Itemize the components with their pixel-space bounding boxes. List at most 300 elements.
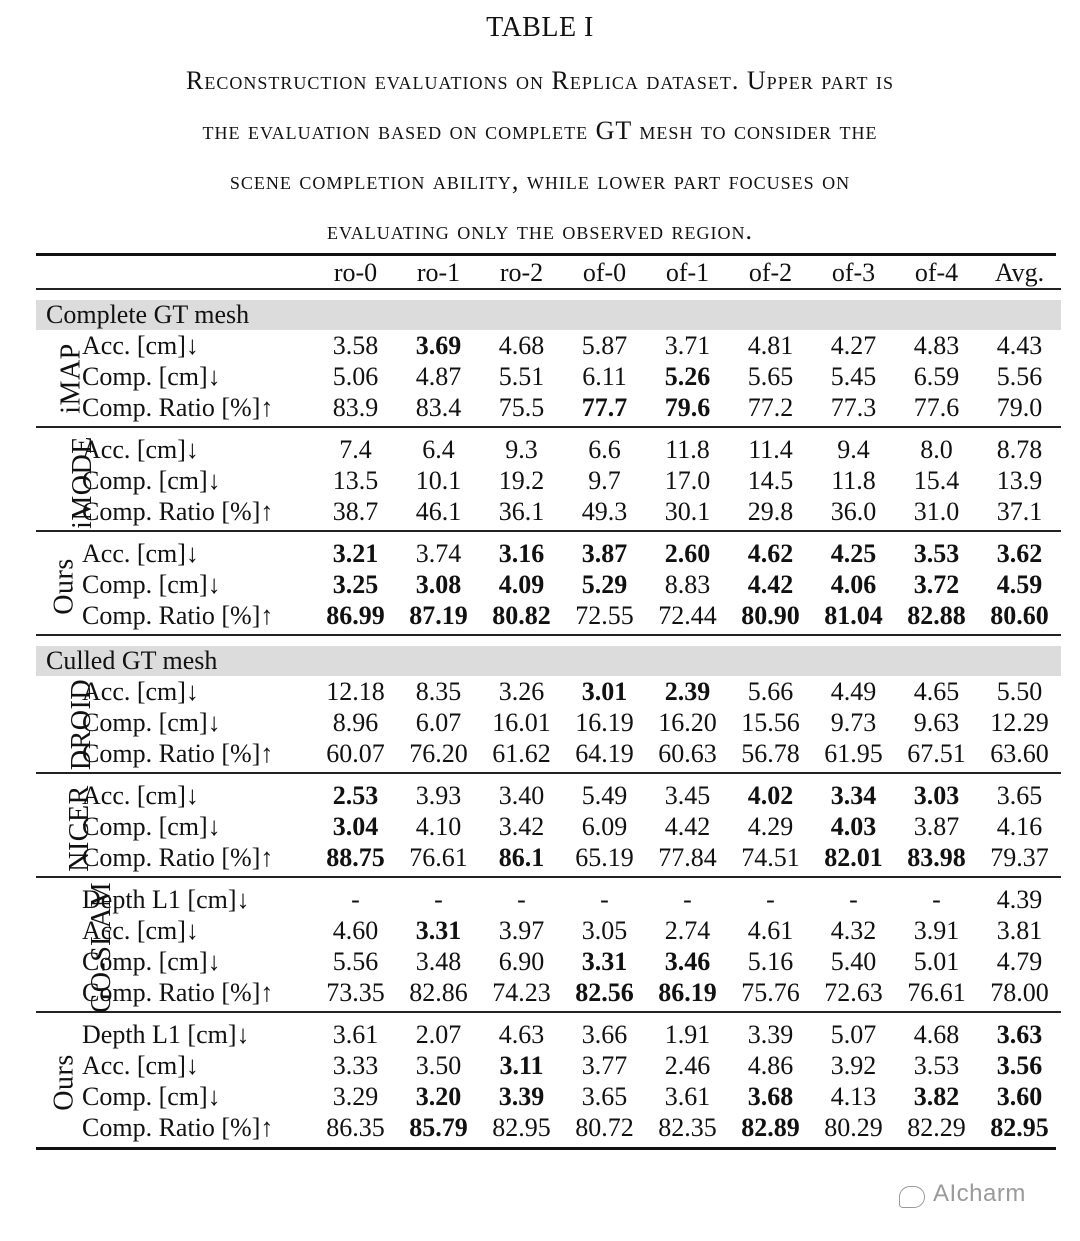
value-cell [646,738,729,773]
value: 4.16 [996,812,1043,841]
value: 80.72 [575,1113,634,1142]
value-cell [563,569,646,600]
value: 3.26 [498,677,545,706]
value-cell [480,1112,563,1146]
value: 3.29 [332,1082,379,1111]
value: 5.87 [581,331,628,360]
spacer-cell [36,290,1061,300]
value-cell [978,392,1061,427]
value-cell [978,977,1061,1012]
value: 76.20 [409,739,468,768]
value: 15.56 [741,708,800,737]
value-cell [978,780,1061,811]
value: 19.2 [498,466,545,495]
value: 13.5 [332,466,379,495]
value: 72.63 [824,978,883,1007]
value: 12.29 [990,708,1049,737]
value: 82.95 [492,1113,551,1142]
best-value: 80.60 [990,601,1049,630]
value: 77.2 [747,393,794,422]
best-value: 5.29 [581,570,628,599]
value: 3.74 [415,539,462,568]
value: 10.1 [415,466,462,495]
best-value: 4.03 [830,812,877,841]
best-value: 87.19 [409,601,468,630]
value-cell [895,465,978,496]
value-cell [646,538,729,569]
value-cell [646,569,729,600]
value: 3.97 [498,916,545,945]
value-cell [812,1081,895,1112]
value: - [600,885,609,914]
value-cell [314,842,397,877]
value: 4.29 [747,812,794,841]
value-cell [397,465,480,496]
value-cell [978,1019,1061,1050]
value: - [766,885,775,914]
value-cell [729,330,812,361]
value-cell [978,465,1061,496]
method-label: iMODE [66,435,98,529]
best-value: 3.53 [913,539,960,568]
value: 3.53 [913,1051,960,1080]
value-cell [397,330,480,361]
value-cell [812,465,895,496]
value: 4.79 [996,947,1043,976]
value-cell [895,707,978,738]
value-cell [812,707,895,738]
value-cell [729,1019,812,1050]
value-cell [978,361,1061,392]
value-cell [397,434,480,465]
value-cell [480,600,563,635]
value-cell [895,496,978,531]
value-cell [563,538,646,569]
value: 3.61 [664,1082,711,1111]
value-cell [480,361,563,392]
metric-label: Comp. [cm]↓ [82,362,221,391]
value-cell [314,392,397,427]
value-cell [563,1081,646,1112]
value-cell [895,1019,978,1050]
table-row [36,780,1061,811]
value: 6.07 [415,708,462,737]
best-value: 82.95 [990,1113,1049,1142]
section-header [36,646,1061,676]
value-cell [646,946,729,977]
value: 4.10 [415,812,462,841]
spacer-cell [36,636,1061,646]
value: 4.61 [747,916,794,945]
metric-label: Acc. [cm]↓ [82,539,199,568]
value: 75.5 [498,393,545,422]
value: - [351,885,360,914]
value-cell [812,538,895,569]
value: 3.05 [581,916,628,945]
value-cell [646,1019,729,1050]
value: 16.19 [575,708,634,737]
value-cell [729,600,812,635]
value: 86.35 [326,1113,385,1142]
value: 61.62 [492,739,551,768]
best-value: 3.69 [415,331,462,360]
value-cell [314,811,397,842]
column-header-of3: of-3 [831,258,876,287]
value-cell [978,676,1061,707]
value-cell [397,600,480,635]
value-cell [895,392,978,427]
caption-line-4: evaluating only the observed region. [327,216,753,245]
value-cell [397,842,480,877]
value-cell [397,676,480,707]
table-row [36,465,1061,496]
value: 4.39 [996,885,1043,914]
value: 64.19 [575,739,634,768]
value-cell [563,676,646,707]
value-cell [895,676,978,707]
section-title: Culled GT mesh [36,646,1061,676]
best-value: 83.98 [907,843,966,872]
value: 77.6 [913,393,960,422]
table-row [36,811,1061,842]
value: 63.60 [990,739,1049,768]
value-cell [480,465,563,496]
value: 15.4 [913,466,960,495]
value: 4.32 [830,916,877,945]
value: 4.65 [913,677,960,706]
value-cell [729,915,812,946]
value: 82.35 [658,1113,717,1142]
best-value: 5.26 [664,362,711,391]
value: 60.63 [658,739,717,768]
value-cell [978,842,1061,877]
value: 3.77 [581,1051,628,1080]
value-cell [563,600,646,635]
value-cell [314,1050,397,1081]
value-cell [812,884,895,915]
best-value: 3.82 [913,1082,960,1111]
value: 5.65 [747,362,794,391]
value: - [849,885,858,914]
value: 6.90 [498,947,545,976]
value: 5.49 [581,781,628,810]
column-header-of4: of-4 [914,258,959,287]
best-value: 3.72 [913,570,960,599]
value: 9.73 [830,708,877,737]
value: 79.37 [990,843,1049,872]
value-cell [895,1112,978,1146]
value-cell [480,496,563,531]
table-row [36,1019,1061,1050]
table-row [36,434,1061,465]
value: 7.4 [339,435,372,464]
value: 3.58 [332,331,379,360]
value-cell [563,842,646,877]
value-cell [314,884,397,915]
value-cell [480,1081,563,1112]
value: 9.4 [837,435,870,464]
value: 77.84 [658,843,717,872]
value: 76.61 [907,978,966,1007]
value-cell [480,811,563,842]
value-cell [480,915,563,946]
value-cell [563,330,646,361]
value: 8.0 [920,435,953,464]
metric-label: Depth L1 [cm]↓ [82,885,250,914]
value-cell [729,1112,812,1146]
table-row [36,1081,1061,1112]
value-cell [978,946,1061,977]
value: 16.20 [658,708,717,737]
value-cell [978,434,1061,465]
value-cell [895,538,978,569]
column-header-ro0: ro-0 [333,258,378,287]
best-value: 2.60 [664,539,711,568]
value-cell [729,884,812,915]
column-header-ro2: ro-2 [499,258,544,287]
value-cell [480,1019,563,1050]
value: 14.5 [747,466,794,495]
value: 4.27 [830,331,877,360]
value-cell [314,465,397,496]
value-cell [563,811,646,842]
best-value: 4.25 [830,539,877,568]
value-cell [978,915,1061,946]
table-row [36,330,1061,361]
value-cell [397,569,480,600]
method-label: iMAP [55,342,87,414]
value: 3.50 [415,1051,462,1080]
table-row [36,496,1061,531]
table-row [36,569,1061,600]
value-cell [895,1081,978,1112]
value-cell [314,1019,397,1050]
table-row [36,361,1061,392]
metric-label: Comp. Ratio [%]↑ [82,1113,274,1142]
value-cell [563,392,646,427]
caption-line-2: the evaluation based on complete GT mesh to consider the [202,116,878,145]
value: 4.42 [664,812,711,841]
caption-line-3: scene completion ability, while lower part focuses on [229,166,851,195]
table-row [36,738,1061,773]
value-cell [978,884,1061,915]
value-cell [314,538,397,569]
value-cell [729,946,812,977]
value-cell [646,330,729,361]
value-cell [397,780,480,811]
table-row [36,977,1061,1012]
value-cell [314,330,397,361]
value-cell [397,946,480,977]
value: 67.51 [907,739,966,768]
value-cell [563,946,646,977]
value-cell [646,1112,729,1146]
value-cell [729,465,812,496]
value-cell [480,569,563,600]
best-value: 3.62 [996,539,1043,568]
metric-label: Comp. [cm]↓ [82,708,221,737]
metric-label: Acc. [cm]↓ [82,331,199,360]
value-cell [646,600,729,635]
value-cell [397,392,480,427]
value: 5.56 [332,947,379,976]
metric-label: Comp. [cm]↓ [82,1082,221,1111]
metric-label: Comp. Ratio [%]↑ [82,739,274,768]
value-cell [895,1050,978,1081]
value-cell [314,676,397,707]
value-cell [563,1019,646,1050]
table-row [36,1112,1061,1146]
best-value: 3.31 [415,916,462,945]
best-value: 88.75 [326,843,385,872]
best-value: 3.04 [332,812,379,841]
value: 8.83 [664,570,711,599]
column-header-avg: Avg. [994,258,1045,287]
value-cell [480,330,563,361]
value-cell [895,977,978,1012]
metric-label: Comp. [cm]↓ [82,812,221,841]
value: 83.4 [415,393,462,422]
value: 74.23 [492,978,551,1007]
watermark [893,1174,1053,1214]
value: 5.07 [830,1020,877,1049]
value-cell [480,842,563,877]
value: 3.33 [332,1051,379,1080]
value-cell [314,707,397,738]
value-cell [812,1112,895,1146]
value: 6.09 [581,812,628,841]
value-cell [646,392,729,427]
value: 11.8 [665,435,710,464]
method-cell [36,330,87,427]
value-cell [314,738,397,773]
caption-line-1: Reconstruction evaluations on Replica dataset. Upper part is [186,66,894,95]
value-cell [729,780,812,811]
value: 3.40 [498,781,545,810]
value-cell [314,780,397,811]
value: 4.68 [498,331,545,360]
value: - [683,885,692,914]
best-value: 4.42 [747,570,794,599]
value-cell [729,569,812,600]
column-header-of0: of-0 [582,258,627,287]
column-header-of2: of-2 [748,258,793,287]
value-cell [978,707,1061,738]
best-value: 85.79 [409,1113,468,1142]
best-value: 4.59 [996,570,1043,599]
value-cell [646,496,729,531]
best-value: 3.63 [996,1020,1043,1049]
value-cell [646,434,729,465]
value-cell [812,569,895,600]
header-method-spacer [36,257,82,289]
value: 74.51 [741,843,800,872]
value: 3.81 [996,916,1043,945]
value: 49.3 [581,497,628,526]
value: 6.6 [588,435,621,464]
value-cell [812,434,895,465]
metric-label: Comp. [cm]↓ [82,570,221,599]
value-cell [563,361,646,392]
value-cell [895,738,978,773]
value: 13.9 [996,466,1043,495]
value: 1.91 [664,1020,711,1049]
value-cell [646,884,729,915]
best-value: 86.19 [658,978,717,1007]
best-value: 3.08 [415,570,462,599]
value-cell [729,842,812,877]
metric-label: Comp. [cm]↓ [82,466,221,495]
best-value: 3.68 [747,1082,794,1111]
value: 3.71 [664,331,711,360]
method-cell [36,780,95,877]
metric-label: Depth L1 [cm]↓ [82,1020,250,1049]
value-cell [978,1050,1061,1081]
value-cell [314,434,397,465]
value-cell [895,361,978,392]
value: 3.39 [747,1020,794,1049]
best-value: 3.39 [498,1082,545,1111]
value-cell [480,707,563,738]
table-row [36,538,1061,569]
value-cell [978,738,1061,773]
column-header-of1: of-1 [665,258,710,287]
value-cell [563,465,646,496]
value-cell [729,1081,812,1112]
value-cell [812,977,895,1012]
value: 2.07 [415,1020,462,1049]
method-label: GO-SLAM [86,881,118,1014]
method-label: Ours [48,1054,80,1111]
best-value: 3.34 [830,781,877,810]
value-cell [646,361,729,392]
value: 6.11 [582,362,627,391]
value-cell [812,780,895,811]
value-cell [646,915,729,946]
value-cell [646,465,729,496]
value-cell [812,811,895,842]
value: 3.93 [415,781,462,810]
value-cell [895,569,978,600]
best-value: 3.31 [581,947,628,976]
value: 80.29 [824,1113,883,1142]
value: 4.13 [830,1082,877,1111]
value: 5.66 [747,677,794,706]
best-value: 77.7 [581,393,628,422]
value-cell [480,946,563,977]
value: 38.7 [332,497,379,526]
value-cell [978,811,1061,842]
value-cell [480,977,563,1012]
value: 5.51 [498,362,545,391]
value-cell [895,811,978,842]
value-cell [563,1050,646,1081]
table-label: TABLE I [486,12,594,43]
value-cell [812,392,895,427]
value-cell [563,1112,646,1146]
value-cell [978,496,1061,531]
value-cell [895,600,978,635]
value-cell [729,977,812,1012]
method-label: Ours [48,557,80,615]
value: 37.1 [996,497,1043,526]
best-value: 3.87 [581,539,628,568]
value-cell [978,600,1061,635]
value: 5.40 [830,947,877,976]
value-cell [480,884,563,915]
value-cell [812,1019,895,1050]
value: 29.8 [747,497,794,526]
